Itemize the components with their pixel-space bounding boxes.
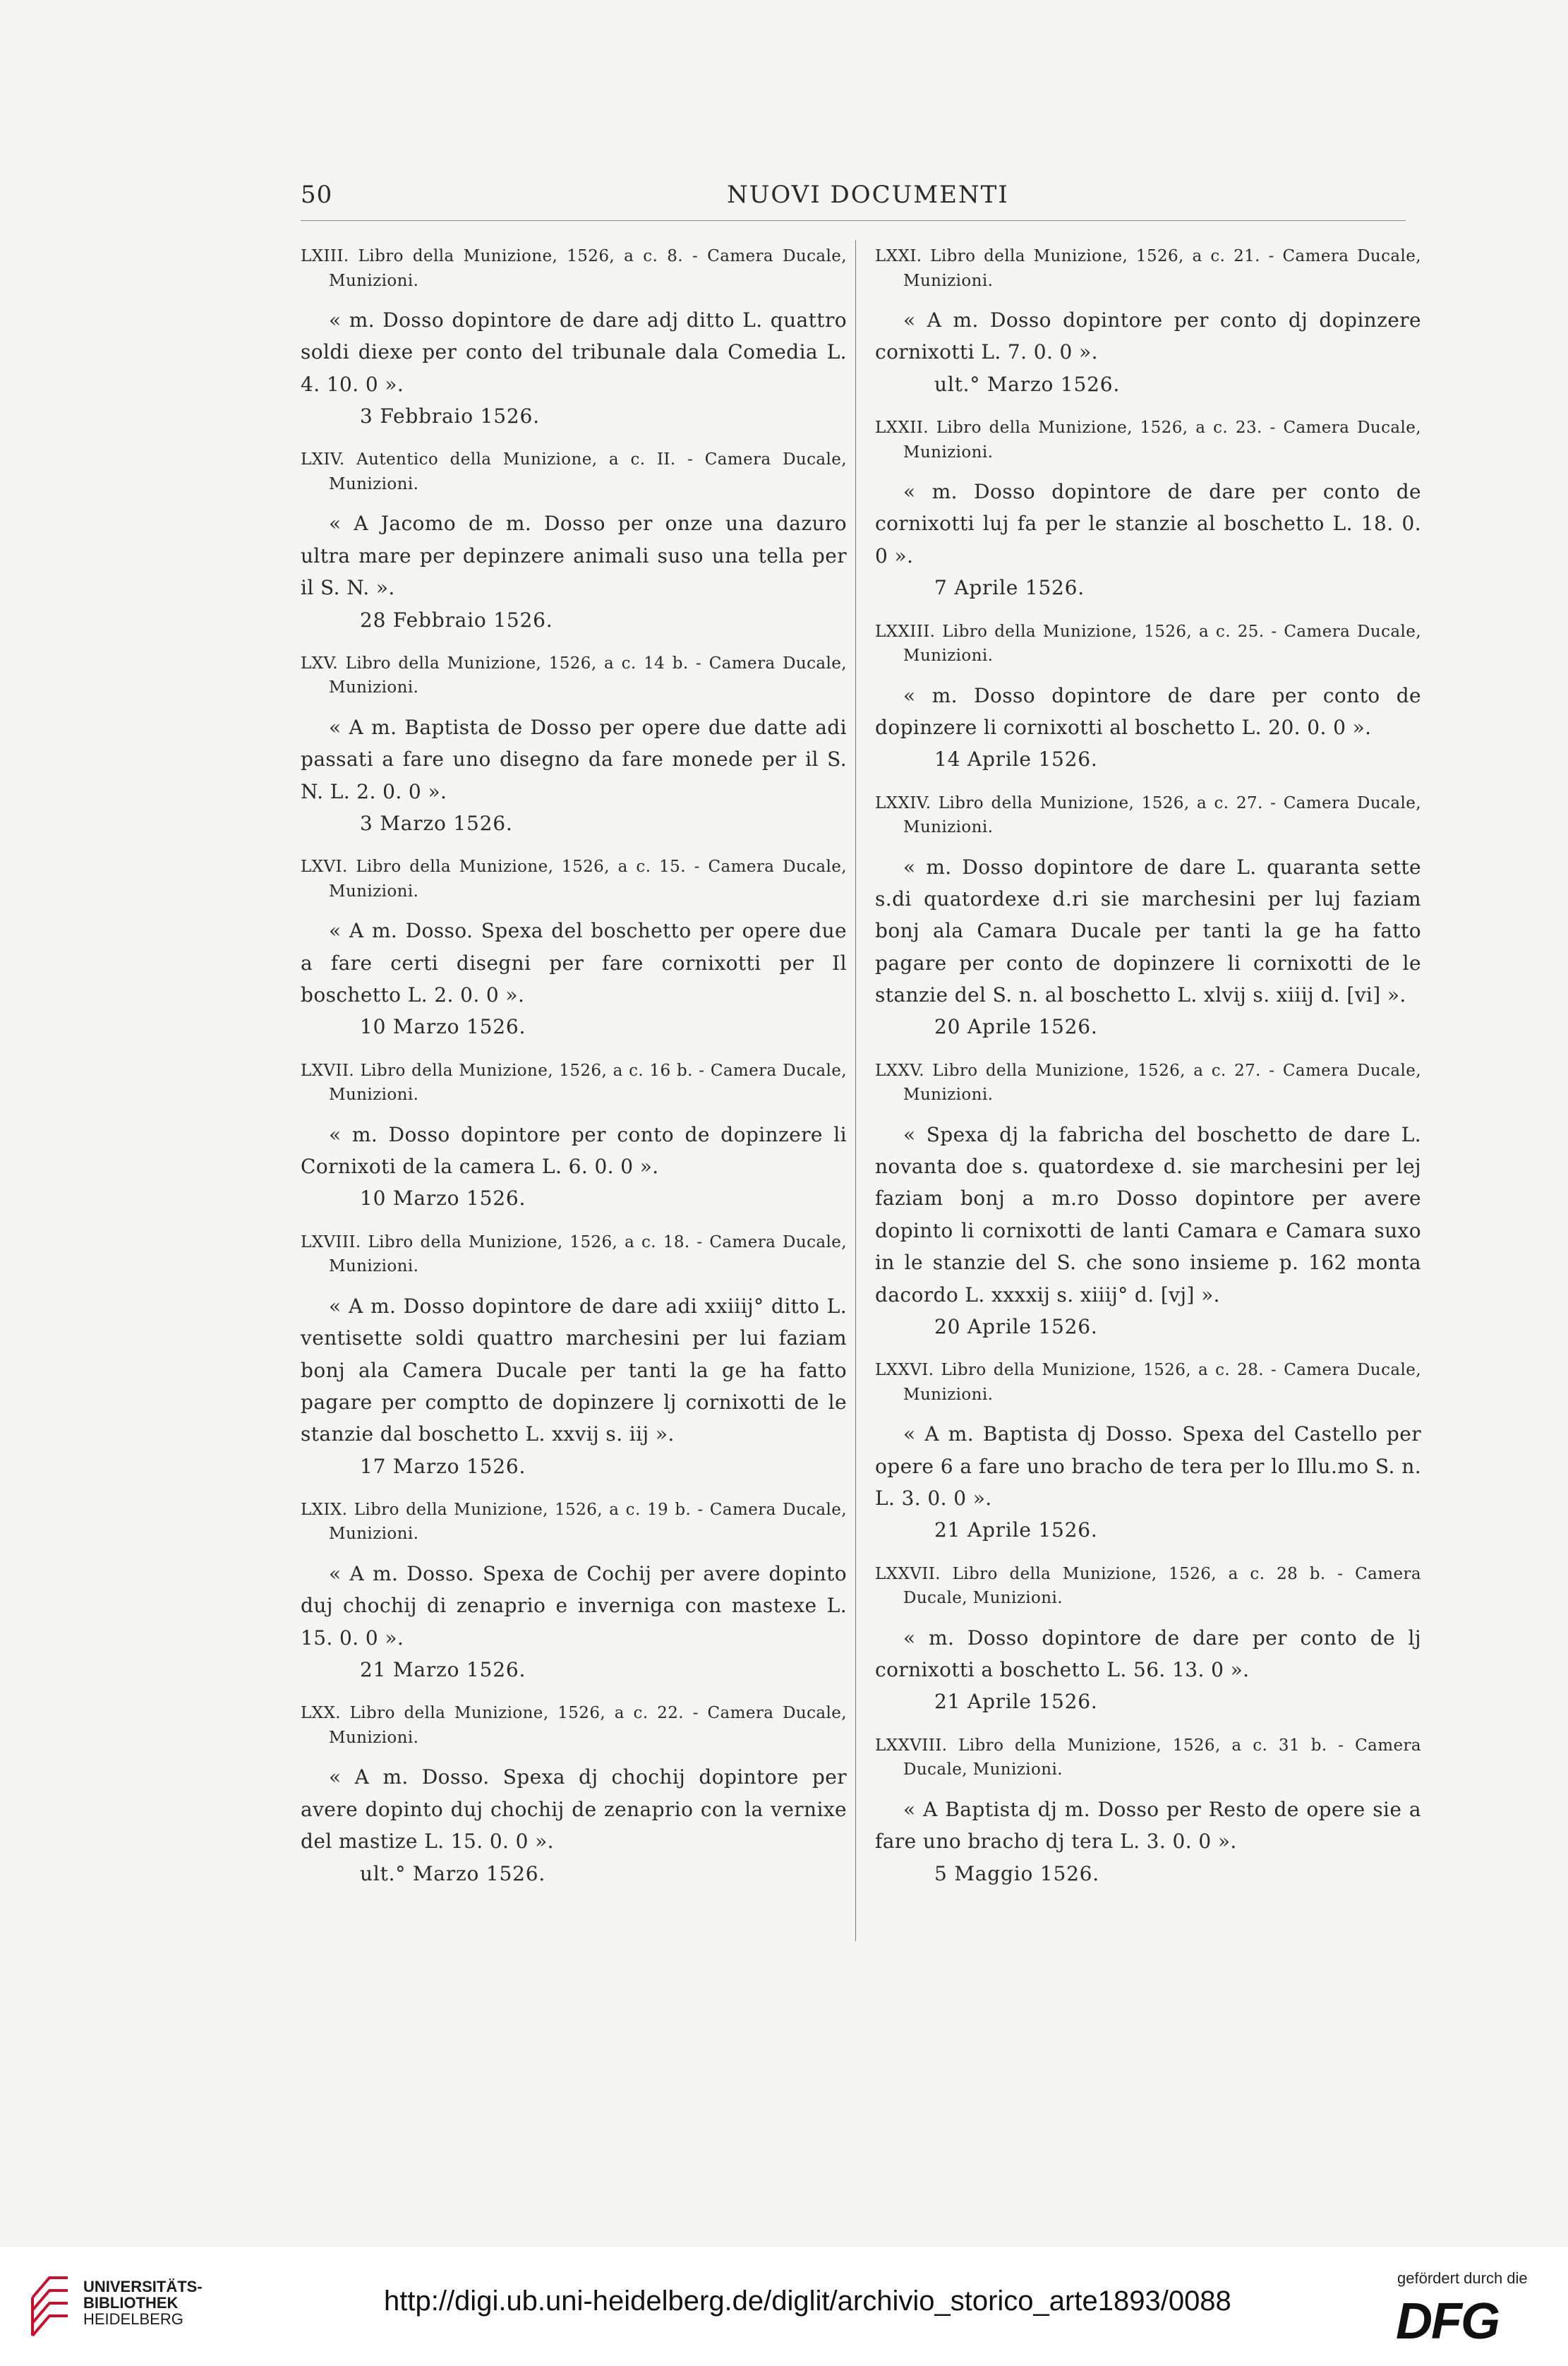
document-entry — [301, 855, 847, 1043]
entry-date: 21 Marzo 1526. — [360, 1658, 526, 1682]
entry-text: « A m. Dosso dopintore per conto dj dopinzere cornixotti L. 7. 0. 0 ». — [875, 308, 1421, 364]
entry-heading: LXXVIII. Libro della Munizione, 1526, a c. 31 b. - Camera Ducale, Munizioni. — [875, 1736, 1421, 1779]
header-rule — [301, 220, 1406, 221]
entry-heading: LXXI. Libro della Munizione, 1526, a c. 21. - Camera Ducale, Munizioni. — [875, 247, 1421, 290]
entry-heading: LXXIII. Libro della Munizione, 1526, a c. 25. - Camera Ducale, Munizioni. — [875, 622, 1421, 666]
entry-heading: LXVII. Libro della Munizione, 1526, a c. 16 b. - Camera Ducale, Munizioni. — [301, 1061, 847, 1105]
document-entry — [301, 1059, 847, 1215]
entry-heading: LXX. Libro della Munizione, 1526, a c. 22. - Camera Ducale, Munizioni. — [301, 1704, 847, 1747]
document-entry — [301, 1701, 847, 1889]
entry-date: 3 Marzo 1526. — [360, 811, 513, 835]
entry-heading: LXVI. Libro della Munizione, 1526, a c. 15. - Camera Ducale, Munizioni. — [301, 858, 847, 901]
entry-date: 14 Aprile 1526. — [934, 747, 1098, 771]
entry-date: ult.° Marzo 1526. — [934, 372, 1121, 396]
document-entry — [875, 416, 1421, 603]
entry-date: 28 Febbraio 1526. — [360, 608, 553, 632]
entry-date: 21 Aprile 1526. — [934, 1690, 1098, 1714]
dfg-logo: DFG — [1396, 2293, 1499, 2350]
document-entry — [875, 1562, 1421, 1718]
entry-heading: LXIX. Libro della Munizione, 1526, a c. 19 b. - Camera Ducale, Munizioni. — [301, 1500, 847, 1544]
entry-text: « m. Dosso dopintore de dare per conto de dopinzere li cornixotti al boschetto L. 20. 0. 0 ». — [875, 683, 1421, 739]
document-entry — [301, 1230, 847, 1482]
document-entry — [875, 620, 1421, 776]
entry-text: « A m. Baptista de Dosso per opere due datte adi passati a fare uno disegno da fare monede per il S. N. L. 2. 0. 0 ». — [301, 715, 847, 803]
document-entry — [301, 1498, 847, 1686]
entry-date: 7 Aprile 1526. — [934, 576, 1085, 600]
left-column — [301, 244, 847, 1905]
document-entry — [301, 651, 847, 839]
document-entry — [875, 1358, 1421, 1546]
entry-heading: LXXVI. Libro della Munizione, 1526, a c. 28. - Camera Ducale, Munizioni. — [875, 1361, 1421, 1404]
library-name-line: BIBLIOTHEK — [83, 2294, 179, 2312]
entry-heading: LXIV. Autentico della Munizione, a c. II. - Camera Ducale, Munizioni. — [301, 450, 847, 493]
entry-date: ult.° Marzo 1526. — [360, 1861, 546, 1885]
entry-heading: LXXV. Libro della Munizione, 1526, a c. 27. - Camera Ducale, Munizioni. — [875, 1061, 1421, 1105]
running-title: NUOVI DOCUMENTI — [727, 181, 1009, 209]
entry-date: 10 Marzo 1526. — [360, 1015, 526, 1039]
funded-by-label: gefördert durch die — [1397, 2269, 1528, 2287]
entry-heading: LXVIII. Libro della Munizione, 1526, a c. 18. - Camera Ducale, Munizioni. — [301, 1232, 847, 1276]
library-name — [83, 2278, 203, 2327]
library-logo-icon — [28, 2269, 72, 2340]
entry-text: « m. Dosso dopintore de dare adj ditto L. quattro soldi diexe per conto del tribunale dala Comedia L. 4. 10. 0 ». — [301, 308, 847, 396]
entry-text: « m. Dosso dopintore de dare per conto de lj cornixotti a boschetto L. 56. 13. 0 ». — [875, 1626, 1421, 1682]
entry-text: « A m. Dosso dopintore de dare adi xxiiij° ditto L. ventisette soldi quattro marchesini per lui faziam bonj ala Camera Ducale per tanti la ge ha fatto pagare per comptto de dopinzere lj cornixotti de le stanzie dal boschetto L. xxvij s. iij ». — [301, 1294, 847, 1446]
entry-heading: LXXII. Libro della Munizione, 1526, a c. 23. - Camera Ducale, Munizioni. — [875, 419, 1421, 462]
entry-heading: LXV. Libro della Munizione, 1526, a c. 14 b. - Camera Ducale, Munizioni. — [301, 654, 847, 697]
entry-text: « m. Dosso dopintore per conto de dopinzere li Cornixoti de la camera L. 6. 0. 0 ». — [301, 1122, 847, 1179]
library-name-line: HEIDELBERG — [83, 2310, 183, 2329]
library-name-line: UNIVERSITÄTS- — [83, 2278, 203, 2295]
entry-date: 10 Marzo 1526. — [360, 1187, 526, 1211]
entry-date: 3 Febbraio 1526. — [360, 404, 540, 428]
entry-text: « A m. Dosso. Spexa dj chochij dopintore per avere dopinto duj chochij de zenaprio con la vernixe del mastize L. 15. 0. 0 ». — [301, 1765, 847, 1854]
entry-text: « Spexa dj la fabricha del boschetto de dare L. novanta doe s. quatordexe d. sie marchesini per lej faziam bonj a m.ro Dosso dopintore per avere dopinto li cornixotti de lanti Camara e Camara suxo in le stanzie del S. che sono insieme p. 162 monta dacordo L. xxxxij s. xiiij° d. [vj] ». — [875, 1122, 1421, 1307]
document-entry — [301, 244, 847, 432]
entry-date: 21 Aprile 1526. — [934, 1518, 1098, 1542]
entry-text: « m. Dosso dopintore de dare L. quaranta sette s.di quatordexe d.ri sie marchesini per luj faziam bonj ala Camara Ducale per tanti la ge ha fatto pagare per conto de dopinzere li cornixotti de le stanzie del S. n. al boschetto L. xlvij s. xiiij d. [vi] ». — [875, 855, 1421, 1007]
entry-date: 17 Marzo 1526. — [360, 1454, 526, 1478]
document-entry — [875, 791, 1421, 1043]
entry-text: « A m. Dosso. Spexa del boschetto per opere due a fare certi disegni per fare cornixotti per Il boschetto L. 2. 0. 0 ». — [301, 919, 847, 1007]
entry-text: « A m. Dosso. Spexa de Cochij per avere dopinto duj chochij di zenaprio e inverniga con mastexe L. 15. 0. 0 ». — [301, 1561, 847, 1650]
document-entry — [875, 1059, 1421, 1343]
entry-text: « A m. Baptista dj Dosso. Spexa del Castello per opere 6 a fare uno bracho de tera per lo Illu.mo S. n. L. 3. 0. 0 ». — [875, 1422, 1421, 1510]
entry-heading: LXXVII. Libro della Munizione, 1526, a c. 28 b. - Camera Ducale, Munizioni. — [875, 1564, 1421, 1608]
entry-text: « A Baptista dj m. Dosso per Resto de opere sie a fare uno bracho dj tera L. 3. 0. 0 ». — [875, 1797, 1421, 1854]
document-entry — [875, 244, 1421, 400]
entry-date: 5 Maggio 1526. — [934, 1861, 1099, 1885]
right-column — [875, 244, 1421, 1905]
entry-text: « m. Dosso dopintore de dare per conto de cornixotti luj fa per le stanzie al boschetto L. 18. 0. 0 ». — [875, 480, 1421, 568]
document-entry — [301, 448, 847, 635]
entry-text: « A Jacomo de m. Dosso per onze una dazuro ultra mare per depinzere animali suso una tella per il S. N. ». — [301, 512, 847, 600]
entry-heading: LXIII. Libro della Munizione, 1526, a c. 8. - Camera Ducale, Munizioni. — [301, 247, 847, 290]
entry-date: 20 Aprile 1526. — [934, 1015, 1098, 1039]
document-entry — [875, 1734, 1421, 1890]
page-number: 50 — [301, 181, 333, 209]
entry-date: 20 Aprile 1526. — [934, 1314, 1098, 1338]
column-divider — [855, 240, 856, 1941]
entry-heading: LXXIV. Libro della Munizione, 1526, a c. 27. - Camera Ducale, Munizioni. — [875, 793, 1421, 837]
permalink-url[interactable]: http://digi.ub.uni-heidelberg.de/diglit/archivio_storico_arte1893/0088 — [384, 2286, 1231, 2317]
